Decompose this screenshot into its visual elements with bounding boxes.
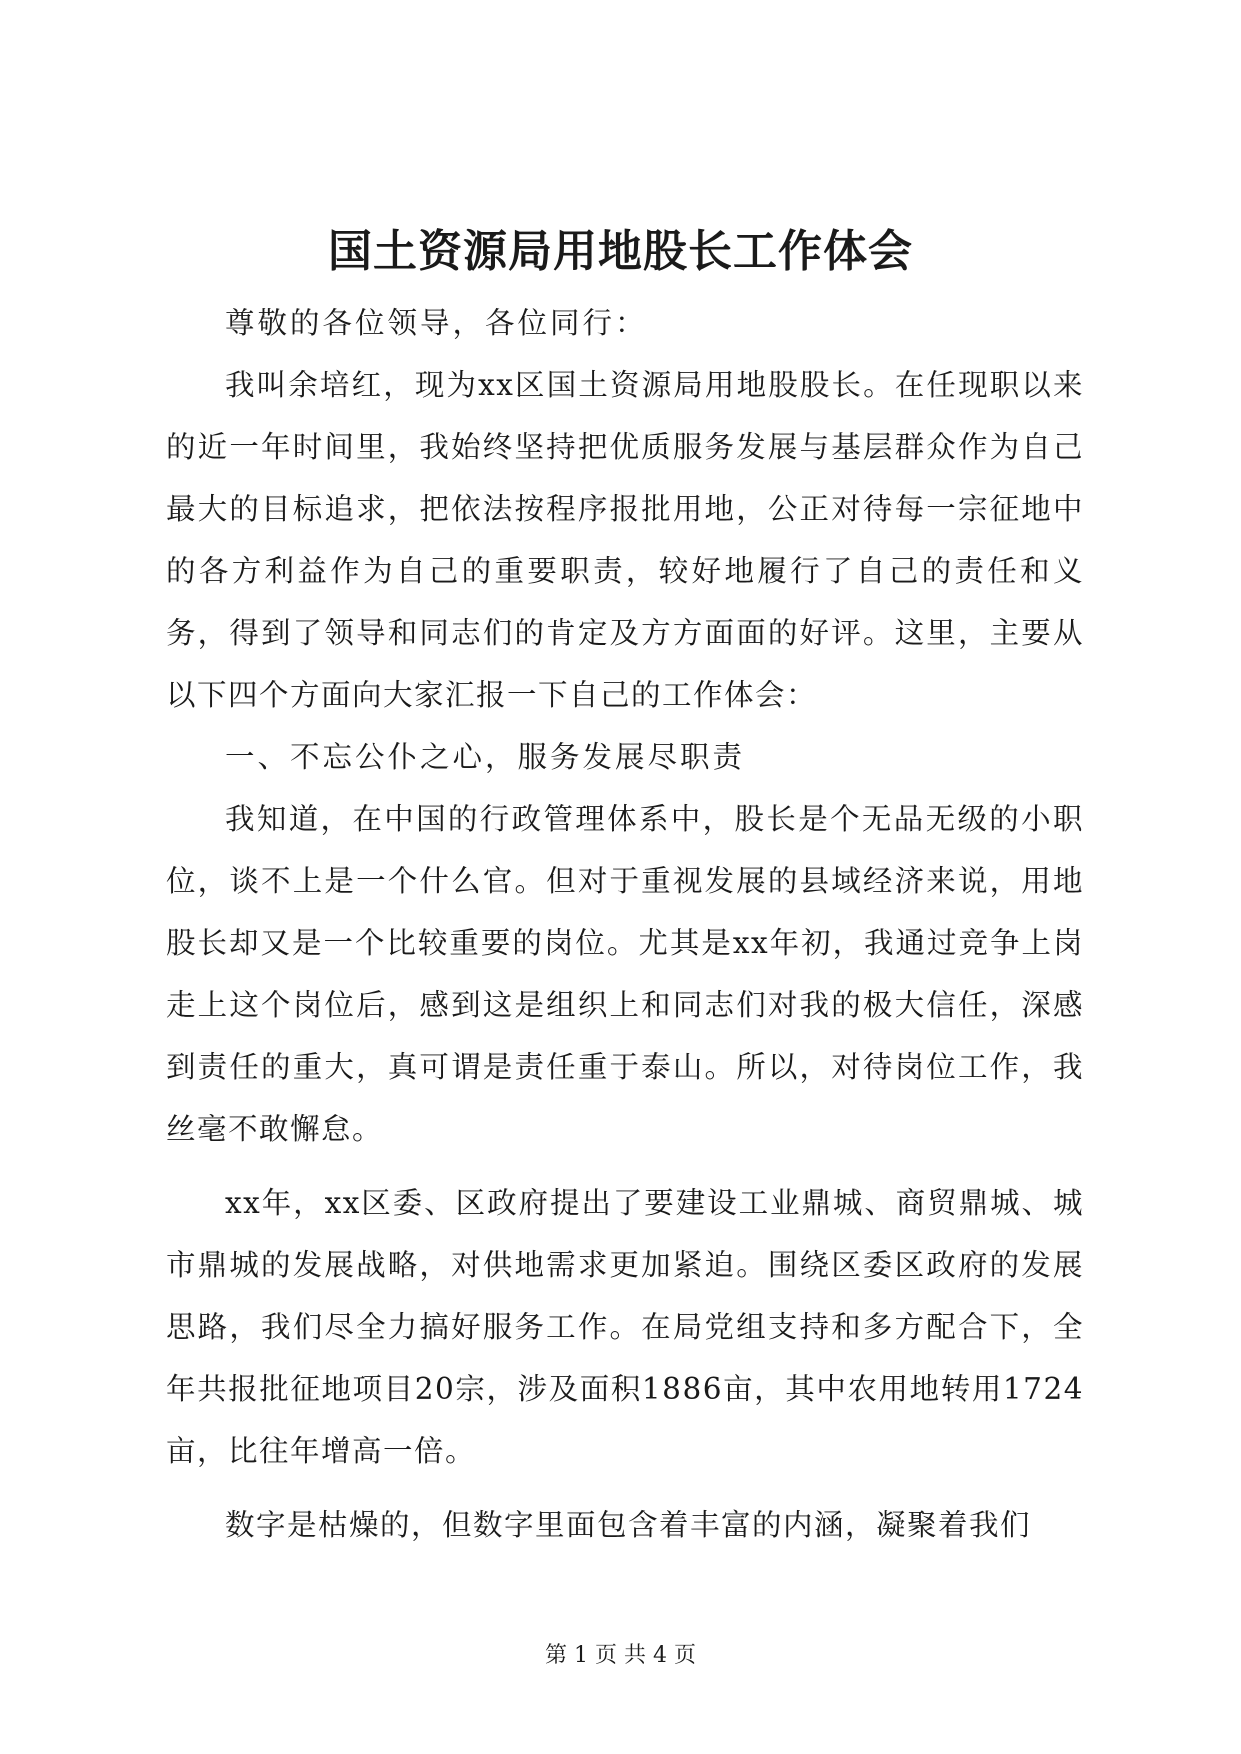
section-heading-1: 一、不忘公仆之心，服务发展尽职责	[225, 740, 746, 774]
paragraph-work-statistics: xx年，xx区委、区政府提出了要建设工业鼎城、商贸鼎城、城市鼎城的发展战略，对供地需求更加紧迫。围绕区委区政府的发展思路，我们尽全力搞好服务工作。在局党组支持和多方配合下，全年共报批征地项目20宗，涉及面积1886亩，其中农用地转用1724亩，比往年增高一倍。	[166, 1186, 1084, 1468]
paragraph-position-responsibility: 我知道，在中国的行政管理体系中，股长是个无品无级的小职位，谈不上是一个什么官。但对于重视发展的县域经济来说，用地股长却又是一个比较重要的岗位。尤其是xx年初，我通过竞争上岗走上这个岗位后，感到这是组织上和同志们对我的极大信任，深感到责任的重大，真可谓是责任重于泰山。所以，对待岗位工作，我丝毫不敢懈怠。	[166, 802, 1084, 1146]
paragraph-introduction: 我叫余培红，现为xx区国土资源局用地股股长。在任现职以来的近一年时间里，我始终坚持把优质服务发展与基层群众作为自己最大的目标追求，把依法按程序报批用地，公正对待每一宗征地中的各方利益作为自己的重要职责，较好地履行了自己的责任和义务，得到了领导和同志们的肯定及方方面面的好评。这里，主要从以下四个方面向大家汇报一下自己的工作体会：	[166, 368, 1084, 712]
document-body	[166, 292, 1084, 1556]
paragraph-salutation: 尊敬的各位领导，各位同行：	[225, 306, 648, 340]
page-number-footer: 第 1 页 共 4 页	[545, 1643, 696, 1668]
document-title: 国土资源局用地股长工作体会	[328, 226, 913, 277]
paragraph-numbers-meaning: 数字是枯燥的，但数字里面包含着丰富的内涵，凝聚着我们	[225, 1508, 1032, 1542]
